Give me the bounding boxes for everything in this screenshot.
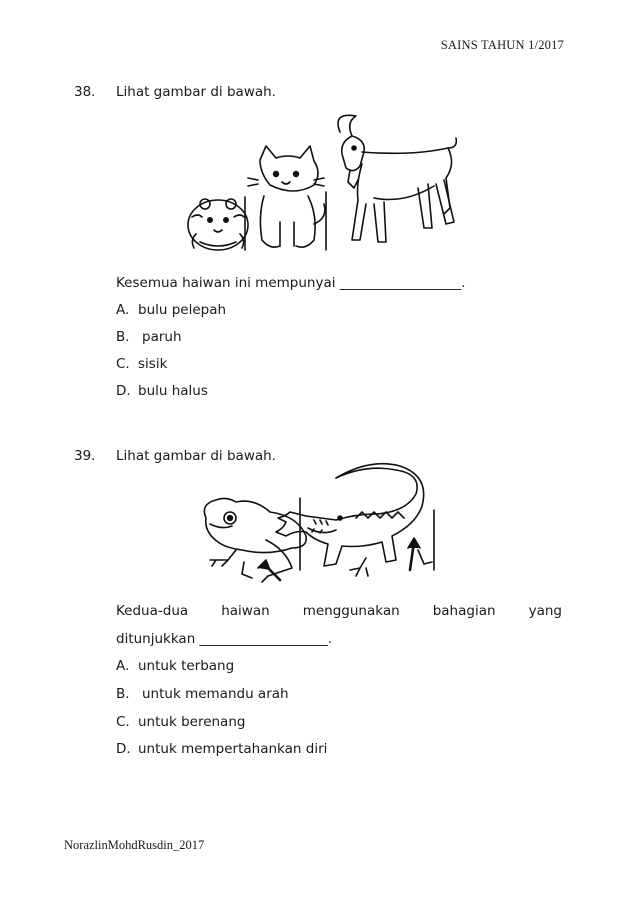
- page-header: SAINS TAHUN 1/2017: [440, 38, 564, 52]
- question-38-number: 38.: [74, 84, 96, 100]
- question-38-option-b[interactable]: [116, 329, 182, 345]
- option-letter: B.: [116, 329, 130, 345]
- goat-icon: [338, 115, 456, 242]
- option-letter: C.: [116, 714, 130, 730]
- question-39-number: 39.: [74, 448, 96, 464]
- question-38-instruction: Lihat gambar di bawah.: [116, 84, 276, 100]
- question-39-stem-line2: ditunjukkan ___________________.: [116, 631, 333, 647]
- option-text: untuk mempertahankan diri: [138, 741, 328, 757]
- option-letter: A.: [116, 302, 130, 318]
- stem-word: Kedua-dua: [116, 603, 189, 619]
- option-letter: D.: [116, 383, 131, 399]
- question-39-option-c[interactable]: [116, 714, 245, 730]
- question-39-instruction: Lihat gambar di bawah.: [116, 448, 276, 464]
- option-letter: D.: [116, 741, 131, 757]
- option-text: untuk berenang: [138, 714, 246, 730]
- question-38-option-d[interactable]: [116, 383, 208, 399]
- stem-word: bahagian: [432, 603, 496, 619]
- option-text: paruh: [142, 329, 182, 345]
- option-text: bulu pelepah: [138, 302, 227, 318]
- option-text: untuk memandu arah: [142, 686, 289, 702]
- option-text: sisik: [138, 356, 168, 372]
- option-text: untuk terbang: [138, 658, 235, 674]
- question-38-option-c[interactable]: [116, 356, 167, 372]
- stem-word: menggunakan: [302, 603, 400, 619]
- kitten-icon: [248, 146, 325, 247]
- question-39-option-a[interactable]: [116, 658, 234, 674]
- option-letter: B.: [116, 686, 130, 702]
- option-letter: C.: [116, 356, 130, 372]
- question-38-option-a[interactable]: [116, 302, 226, 318]
- hamster-icon: [188, 199, 248, 250]
- question-39-animals-image: [196, 458, 466, 588]
- question-38-animals-image: [178, 112, 468, 252]
- question-39-stem-line1: [116, 603, 562, 619]
- page-footer: NorazlinMohdRusdin_2017: [64, 838, 205, 852]
- question-39-option-d[interactable]: [116, 741, 327, 757]
- stem-word: haiwan: [221, 603, 270, 619]
- option-text: bulu halus: [138, 383, 208, 399]
- option-letter: A.: [116, 658, 130, 674]
- frog-icon: [204, 498, 306, 582]
- question-38-stem: Kesemua haiwan ini mempunyai __________________.: [116, 275, 466, 291]
- question-39-option-b[interactable]: [116, 686, 289, 702]
- stem-word: yang: [528, 603, 562, 619]
